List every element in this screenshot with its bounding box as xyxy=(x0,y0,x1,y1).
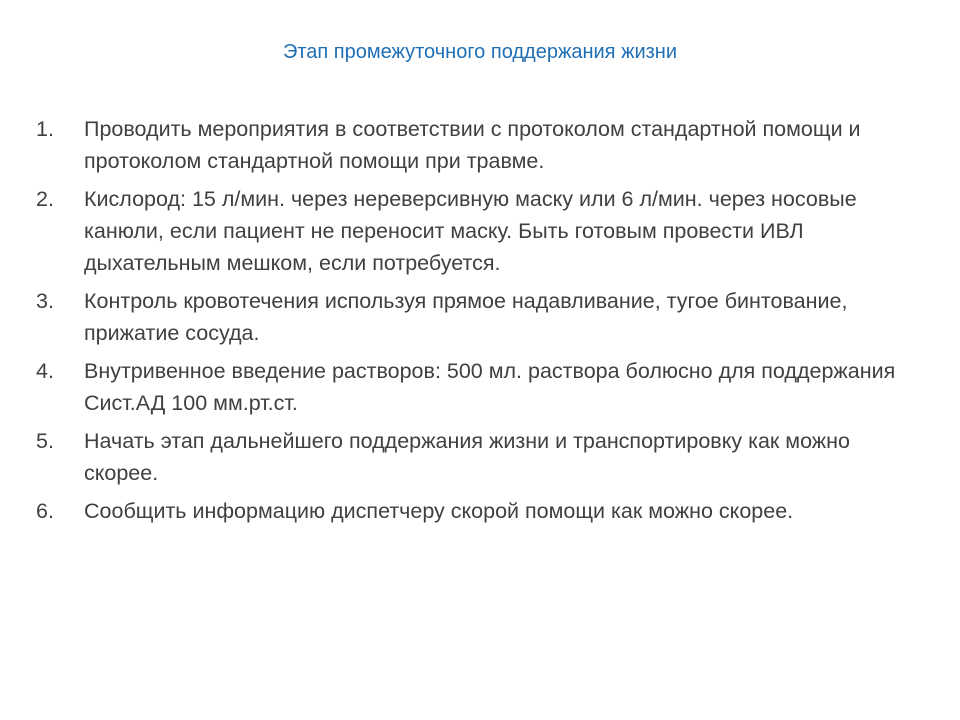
list-item-number: 5. xyxy=(36,429,54,453)
list-item xyxy=(36,183,916,279)
numbered-list xyxy=(36,113,916,533)
list-item xyxy=(36,355,916,419)
list-item-text: Проводить мероприятия в соответствии с протоколом стандартной помощи и протоколом стандартной помощи при травме. xyxy=(84,117,861,173)
list-item xyxy=(36,495,916,527)
list-item xyxy=(36,425,916,489)
list-item-text: Сообщить информацию диспетчеру скорой помощи как можно скорее. xyxy=(84,499,794,523)
slide-title: Этап промежуточного поддержания жизни xyxy=(282,41,678,63)
list-item-text: Начать этап дальнейшего поддержания жизни и транспортировку как можно скорее. xyxy=(84,429,851,485)
list-item-text: Кислород: 15 л/мин. через нереверсивную маску или 6 л/мин. через носовые канюли, если пациент не переносит маску. Быть готовым провести ИВЛ дыхательным мешком, если потребуется. xyxy=(84,187,857,275)
list-item-number: 6. xyxy=(36,499,54,523)
list-item-text: Контроль кровотечения используя прямое надавливание, тугое бинтование, прижатие сосуда. xyxy=(84,289,848,345)
list-item-number: 2. xyxy=(36,187,54,211)
list-item-number: 4. xyxy=(36,359,54,383)
list-item xyxy=(36,285,916,349)
list-item-number: 1. xyxy=(36,117,54,141)
list-item xyxy=(36,113,916,177)
list-item-text: Внутривенное введение растворов: 500 мл. раствора болюсно для поддержания Сист.АД 100 мм.рт.ст. xyxy=(84,359,896,415)
list-item-number: 3. xyxy=(36,289,54,313)
